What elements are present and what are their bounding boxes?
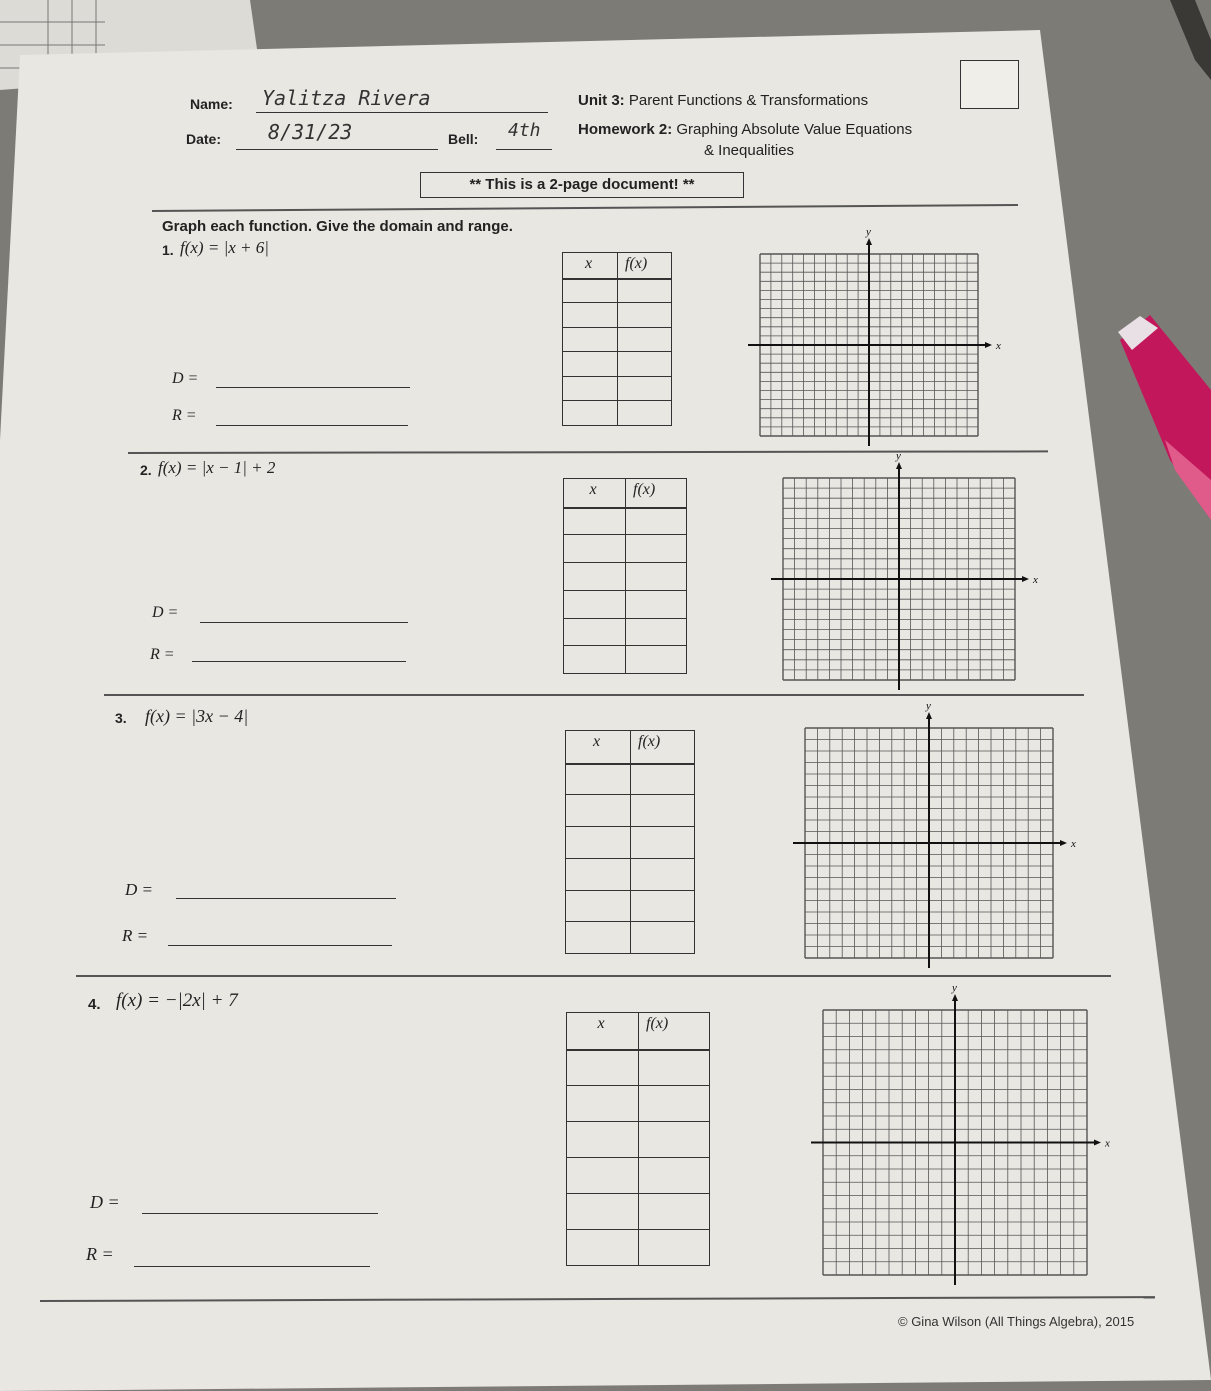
table-cell-fx[interactable] bbox=[625, 562, 686, 590]
table-cell-x[interactable] bbox=[564, 534, 625, 562]
notice-box: ** This is a 2-page document! ** bbox=[420, 172, 744, 198]
y-axis-arrow-icon bbox=[952, 994, 958, 1001]
table-header-fx: f(x) bbox=[625, 255, 648, 272]
range-answer-line[interactable] bbox=[168, 945, 392, 946]
x-axis-label: x bbox=[1033, 574, 1038, 586]
table-cell-fx[interactable] bbox=[617, 376, 671, 401]
table-header-x: x bbox=[585, 255, 593, 272]
problem-function: f(x) = |x + 6| bbox=[180, 238, 269, 257]
date-line bbox=[236, 149, 438, 150]
table-cell-x[interactable] bbox=[567, 1229, 638, 1265]
range-answer-line[interactable] bbox=[192, 661, 406, 662]
coordinate-grid[interactable] bbox=[787, 700, 1076, 976]
range-label: R = bbox=[122, 926, 149, 945]
table-cell-fx[interactable] bbox=[625, 645, 686, 673]
range-answer-line[interactable] bbox=[216, 425, 408, 426]
table-cell-fx[interactable] bbox=[638, 1121, 709, 1157]
xy-table bbox=[562, 252, 672, 426]
table-header-x: x bbox=[589, 481, 597, 498]
homework-heading bbox=[578, 121, 912, 138]
range-label: R = bbox=[150, 646, 175, 663]
table-header-x: x bbox=[597, 1015, 605, 1032]
range-label: R = bbox=[86, 1244, 114, 1264]
xy-table bbox=[563, 478, 687, 674]
table-cell-fx[interactable] bbox=[617, 327, 671, 352]
table-cell-x[interactable] bbox=[563, 278, 617, 303]
problem-number: 4. bbox=[88, 996, 101, 1013]
table-cell-x[interactable] bbox=[567, 1193, 638, 1229]
problem-function: f(x) = |x − 1| + 2 bbox=[158, 458, 276, 477]
domain-answer-line[interactable] bbox=[176, 898, 396, 899]
table-cell-x[interactable] bbox=[564, 562, 625, 590]
y-axis-arrow-icon bbox=[896, 462, 902, 469]
x-axis-label: x bbox=[1071, 838, 1076, 850]
table-cell-x[interactable] bbox=[563, 302, 617, 327]
unit-heading bbox=[578, 92, 868, 109]
unit-title: Parent Functions & Transformations bbox=[628, 92, 869, 109]
table-cell-x[interactable] bbox=[567, 1085, 638, 1121]
table-cell-x[interactable] bbox=[566, 921, 630, 953]
coordinate-grid[interactable] bbox=[805, 982, 1110, 1293]
problem-function: f(x) = −|2x| + 7 bbox=[116, 990, 238, 1011]
y-axis-arrow-icon bbox=[866, 238, 872, 245]
problem-number: 2. bbox=[140, 462, 152, 478]
table-cell-x[interactable] bbox=[566, 890, 630, 922]
x-axis-label: x bbox=[1105, 1137, 1110, 1150]
table-cell-fx[interactable] bbox=[617, 351, 671, 376]
x-axis-label: x bbox=[996, 340, 1001, 352]
y-axis-label: y bbox=[926, 700, 931, 712]
range-answer-line[interactable] bbox=[134, 1266, 370, 1267]
pen bbox=[1118, 0, 1211, 520]
table-cell-fx[interactable] bbox=[630, 921, 694, 953]
table-cell-x[interactable] bbox=[563, 351, 617, 376]
bell-label: Bell: bbox=[448, 131, 479, 147]
x-axis-arrow-icon bbox=[1060, 840, 1067, 846]
domain-answer-line[interactable] bbox=[142, 1213, 378, 1214]
date-value: 8/31/23 bbox=[268, 120, 353, 144]
table-cell-x[interactable] bbox=[564, 618, 625, 646]
homework-title: Graphing Absolute Value Equations bbox=[676, 121, 913, 138]
homework-prefix: Homework 2: bbox=[578, 121, 673, 138]
table-cell-fx[interactable] bbox=[625, 618, 686, 646]
x-axis-arrow-icon bbox=[1022, 576, 1029, 582]
table-cell-x[interactable] bbox=[564, 590, 625, 618]
table-cell-fx[interactable] bbox=[625, 590, 686, 618]
xy-table bbox=[566, 1012, 710, 1266]
x-axis-arrow-icon bbox=[985, 342, 992, 348]
bell-line bbox=[496, 149, 552, 150]
score-box bbox=[960, 60, 1019, 109]
table-header-fx: f(x) bbox=[633, 481, 656, 498]
table-cell-fx[interactable] bbox=[625, 534, 686, 562]
table-cell-fx[interactable] bbox=[630, 826, 694, 858]
table-cell-fx[interactable] bbox=[638, 1049, 709, 1085]
coordinate-grid[interactable] bbox=[742, 226, 1001, 454]
domain-label: D = bbox=[152, 604, 179, 621]
table-cell-x[interactable] bbox=[564, 645, 625, 673]
table-cell-x[interactable] bbox=[567, 1049, 638, 1085]
y-axis-label: y bbox=[866, 226, 871, 238]
domain-label: D = bbox=[172, 370, 199, 387]
table-cell-fx[interactable] bbox=[638, 1085, 709, 1121]
range-label: R = bbox=[172, 407, 197, 424]
table-cell-fx[interactable] bbox=[617, 400, 671, 425]
table-header-fx: f(x) bbox=[638, 733, 661, 750]
date-label: Date: bbox=[186, 131, 222, 147]
xy-table bbox=[565, 730, 695, 954]
name-line bbox=[256, 112, 548, 113]
table-cell-fx[interactable] bbox=[638, 1229, 709, 1265]
table-cell-fx[interactable] bbox=[638, 1193, 709, 1229]
y-axis-arrow-icon bbox=[926, 712, 932, 719]
unit-prefix: Unit 3: bbox=[578, 92, 625, 109]
table-cell-fx[interactable] bbox=[630, 794, 694, 826]
table-cell-x[interactable] bbox=[563, 400, 617, 425]
table-cell-x[interactable] bbox=[566, 826, 630, 858]
table-cell-x[interactable] bbox=[566, 858, 630, 890]
table-cell-x[interactable] bbox=[567, 1121, 638, 1157]
copyright-footer: © Gina Wilson (All Things Algebra), 2015 bbox=[898, 1314, 1135, 1329]
x-axis-arrow-icon bbox=[1094, 1140, 1101, 1146]
name-label: Name: bbox=[190, 96, 233, 112]
bell-value: 4th bbox=[508, 120, 541, 141]
table-cell-x[interactable] bbox=[566, 794, 630, 826]
problem-function: f(x) = |3x − 4| bbox=[145, 706, 249, 726]
table-cell-x[interactable] bbox=[567, 1157, 638, 1193]
homework-title-2: & Inequalities bbox=[704, 142, 795, 159]
table-cell-fx[interactable] bbox=[625, 507, 686, 535]
problem-number: 1. bbox=[162, 242, 174, 258]
table-cell-x[interactable] bbox=[563, 327, 617, 352]
problem-number: 3. bbox=[115, 710, 127, 726]
table-cell-fx[interactable] bbox=[630, 858, 694, 890]
table-header-fx: f(x) bbox=[646, 1015, 669, 1032]
table-cell-x[interactable] bbox=[563, 376, 617, 401]
table-cell-fx[interactable] bbox=[630, 763, 694, 795]
domain-answer-line[interactable] bbox=[216, 387, 410, 388]
table-cell-fx[interactable] bbox=[617, 278, 671, 303]
table-cell-fx[interactable] bbox=[638, 1157, 709, 1193]
domain-answer-line[interactable] bbox=[200, 622, 408, 623]
y-axis-label: y bbox=[952, 982, 957, 994]
instructions: Graph each function. Give the domain and range. bbox=[162, 218, 513, 235]
table-cell-fx[interactable] bbox=[617, 302, 671, 327]
domain-label: D = bbox=[125, 880, 153, 899]
y-axis-label: y bbox=[896, 450, 901, 462]
domain-label: D = bbox=[90, 1192, 120, 1212]
name-value: Yalitza Rivera bbox=[262, 86, 431, 110]
table-cell-x[interactable] bbox=[566, 763, 630, 795]
table-header-x: x bbox=[593, 733, 601, 750]
table-cell-fx[interactable] bbox=[630, 890, 694, 922]
coordinate-grid[interactable] bbox=[765, 450, 1038, 698]
table-cell-x[interactable] bbox=[564, 507, 625, 535]
